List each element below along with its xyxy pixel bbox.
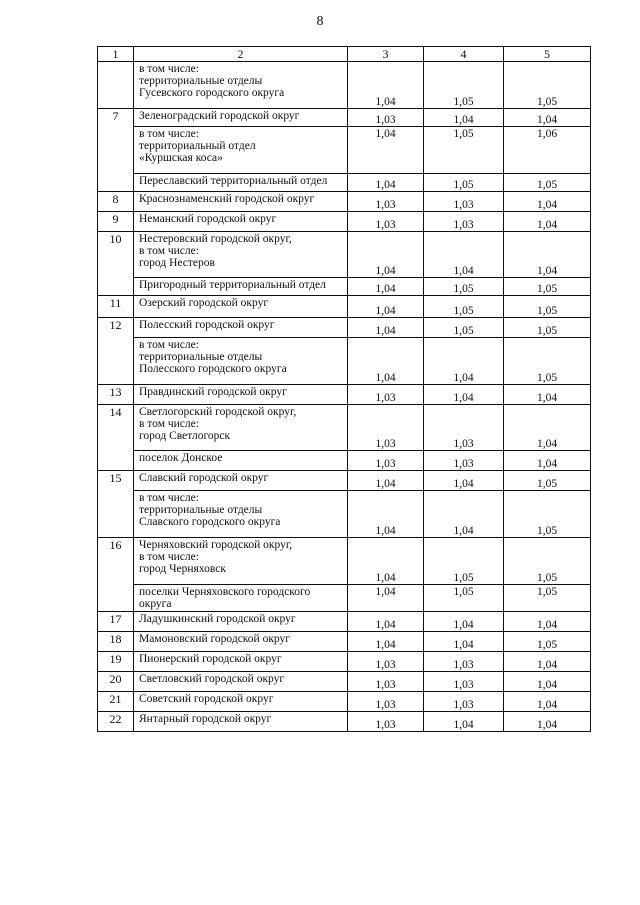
value-col-5: 1,05 — [504, 338, 591, 385]
table-row — [98, 278, 591, 296]
table-row — [98, 692, 591, 712]
table-row — [98, 338, 591, 385]
value-col-5: 1,04 — [504, 385, 591, 405]
value-col-4: 1,04 — [424, 232, 504, 278]
value-col-3: 1,04 — [348, 585, 424, 612]
table-row — [98, 109, 591, 127]
value-col-5: 1,05 — [504, 538, 591, 585]
table-row — [98, 232, 591, 278]
header-col-4: 4 — [424, 47, 504, 62]
value-col-3: 1,04 — [348, 232, 424, 278]
value-col-4: 1,04 — [424, 109, 504, 127]
row-number: 19 — [98, 652, 134, 672]
table-row — [98, 296, 591, 318]
row-number — [98, 491, 134, 538]
table-row — [98, 491, 591, 538]
value-col-4: 1,04 — [424, 632, 504, 652]
value-col-3: 1,03 — [348, 451, 424, 471]
table-row — [98, 672, 591, 692]
value-col-3: 1,04 — [348, 338, 424, 385]
value-col-3: 1,04 — [348, 538, 424, 585]
value-col-4: 1,05 — [424, 318, 504, 338]
municipality-name: Светловский городской округ — [134, 672, 348, 692]
value-col-5: 1,05 — [504, 62, 591, 109]
municipality-name: поселки Черняховского городского округа — [134, 585, 348, 612]
row-number: 17 — [98, 612, 134, 632]
value-col-5: 1,04 — [504, 192, 591, 212]
coefficients-table — [97, 46, 591, 732]
value-col-5: 1,05 — [504, 632, 591, 652]
table-row — [98, 405, 591, 451]
value-col-3: 1,04 — [348, 62, 424, 109]
value-col-4: 1,03 — [424, 692, 504, 712]
value-col-4: 1,03 — [424, 405, 504, 451]
municipality-name: Правдинский городской округ — [134, 385, 348, 405]
value-col-5: 1,05 — [504, 585, 591, 612]
value-col-3: 1,03 — [348, 192, 424, 212]
header-col-2: 2 — [134, 47, 348, 62]
row-number: 20 — [98, 672, 134, 692]
value-col-5: 1,04 — [504, 692, 591, 712]
table-row — [98, 632, 591, 652]
value-col-4: 1,05 — [424, 585, 504, 612]
value-col-5: 1,05 — [504, 296, 591, 318]
municipality-name: Пионерский городской округ — [134, 652, 348, 672]
value-col-4: 1,03 — [424, 652, 504, 672]
municipality-name: Пригородный территориальный отдел — [134, 278, 348, 296]
municipality-name: Янтарный городской округ — [134, 712, 348, 732]
row-number — [98, 62, 134, 109]
value-col-5: 1,04 — [504, 405, 591, 451]
table-row — [98, 585, 591, 612]
table-row — [98, 652, 591, 672]
value-col-4: 1,05 — [424, 296, 504, 318]
value-col-3: 1,03 — [348, 712, 424, 732]
value-col-5: 1,04 — [504, 451, 591, 471]
row-number: 22 — [98, 712, 134, 732]
value-col-3: 1,03 — [348, 672, 424, 692]
row-number: 7 — [98, 109, 134, 127]
municipality-name: в том числе: территориальные отделы Славского городского округа — [134, 491, 348, 538]
value-col-4: 1,05 — [424, 538, 504, 585]
value-col-3: 1,03 — [348, 212, 424, 232]
table-row — [98, 712, 591, 732]
table-row — [98, 62, 591, 109]
value-col-3: 1,04 — [348, 612, 424, 632]
value-col-4: 1,04 — [424, 471, 504, 491]
value-col-4: 1,05 — [424, 127, 504, 174]
value-col-4: 1,04 — [424, 338, 504, 385]
municipality-name: Черняховский городской округ, в том числе: город Черняховск — [134, 538, 348, 585]
value-col-3: 1,03 — [348, 405, 424, 451]
value-col-4: 1,03 — [424, 672, 504, 692]
municipality-name: Светлогорский городской округ, в том числе: город Светлогорск — [134, 405, 348, 451]
value-col-3: 1,04 — [348, 632, 424, 652]
value-col-3: 1,04 — [348, 296, 424, 318]
value-col-5: 1,04 — [504, 672, 591, 692]
municipality-name: Переславский территориальный отдел — [134, 174, 348, 192]
value-col-5: 1,05 — [504, 491, 591, 538]
municipality-name: Нестеровский городской округ, в том числе: город Нестеров — [134, 232, 348, 278]
value-col-4: 1,04 — [424, 712, 504, 732]
row-number — [98, 278, 134, 296]
header-col-3: 3 — [348, 47, 424, 62]
table-row — [98, 318, 591, 338]
value-col-4: 1,03 — [424, 451, 504, 471]
value-col-5: 1,06 — [504, 127, 591, 174]
row-number: 15 — [98, 471, 134, 491]
value-col-5: 1,04 — [504, 232, 591, 278]
value-col-4: 1,05 — [424, 278, 504, 296]
municipality-name: Мамоновский городской округ — [134, 632, 348, 652]
municipality-name: Краснознаменский городской округ — [134, 192, 348, 212]
row-number: 8 — [98, 192, 134, 212]
value-col-3: 1,04 — [348, 471, 424, 491]
value-col-4: 1,03 — [424, 212, 504, 232]
table-row — [98, 451, 591, 471]
value-col-5: 1,04 — [504, 652, 591, 672]
header-col-1: 1 — [98, 47, 134, 62]
row-number: 13 — [98, 385, 134, 405]
table-header-row — [98, 47, 591, 62]
municipality-name: в том числе: территориальный отдел «Куршская коса» — [134, 127, 348, 174]
row-number: 21 — [98, 692, 134, 712]
table-row — [98, 538, 591, 585]
value-col-3: 1,04 — [348, 127, 424, 174]
row-number: 16 — [98, 538, 134, 585]
value-col-5: 1,05 — [504, 471, 591, 491]
value-col-4: 1,04 — [424, 612, 504, 632]
value-col-3: 1,03 — [348, 692, 424, 712]
value-col-3: 1,04 — [348, 278, 424, 296]
value-col-3: 1,03 — [348, 385, 424, 405]
value-col-4: 1,05 — [424, 174, 504, 192]
table-row — [98, 212, 591, 232]
value-col-5: 1,05 — [504, 278, 591, 296]
value-col-5: 1,04 — [504, 612, 591, 632]
value-col-4: 1,05 — [424, 62, 504, 109]
municipality-name: Неманский городской округ — [134, 212, 348, 232]
municipality-name: Славский городской округ — [134, 471, 348, 491]
municipality-name: Зеленоградский городской округ — [134, 109, 348, 127]
table-row — [98, 127, 591, 174]
value-col-3: 1,03 — [348, 652, 424, 672]
header-col-5: 5 — [504, 47, 591, 62]
row-number: 9 — [98, 212, 134, 232]
page-number: 8 — [316, 14, 324, 29]
value-col-5: 1,04 — [504, 712, 591, 732]
row-number: 11 — [98, 296, 134, 318]
row-number: 14 — [98, 405, 134, 451]
row-number — [98, 338, 134, 385]
row-number: 10 — [98, 232, 134, 278]
value-col-3: 1,04 — [348, 174, 424, 192]
row-number — [98, 585, 134, 612]
municipality-name: Ладушкинский городской округ — [134, 612, 348, 632]
municipality-name: Полесский городской округ — [134, 318, 348, 338]
value-col-5: 1,05 — [504, 318, 591, 338]
table-row — [98, 612, 591, 632]
value-col-4: 1,04 — [424, 491, 504, 538]
row-number — [98, 174, 134, 192]
municipality-name: Советский городской округ — [134, 692, 348, 712]
value-col-3: 1,04 — [348, 491, 424, 538]
value-col-4: 1,04 — [424, 385, 504, 405]
value-col-4: 1,03 — [424, 192, 504, 212]
value-col-5: 1,04 — [504, 212, 591, 232]
value-col-5: 1,05 — [504, 174, 591, 192]
row-number: 12 — [98, 318, 134, 338]
row-number: 18 — [98, 632, 134, 652]
value-col-3: 1,04 — [348, 318, 424, 338]
table-row — [98, 192, 591, 212]
value-col-5: 1,04 — [504, 109, 591, 127]
row-number — [98, 127, 134, 174]
table-row — [98, 471, 591, 491]
municipality-name: в том числе: территориальные отделы Гусевского городского округа — [134, 62, 348, 109]
table-row — [98, 174, 591, 192]
table-row — [98, 385, 591, 405]
row-number — [98, 451, 134, 471]
municipality-name: в том числе: территориальные отделы Полесского городского округа — [134, 338, 348, 385]
municipality-name: Озерский городской округ — [134, 296, 348, 318]
value-col-3: 1,03 — [348, 109, 424, 127]
municipality-name: поселок Донское — [134, 451, 348, 471]
